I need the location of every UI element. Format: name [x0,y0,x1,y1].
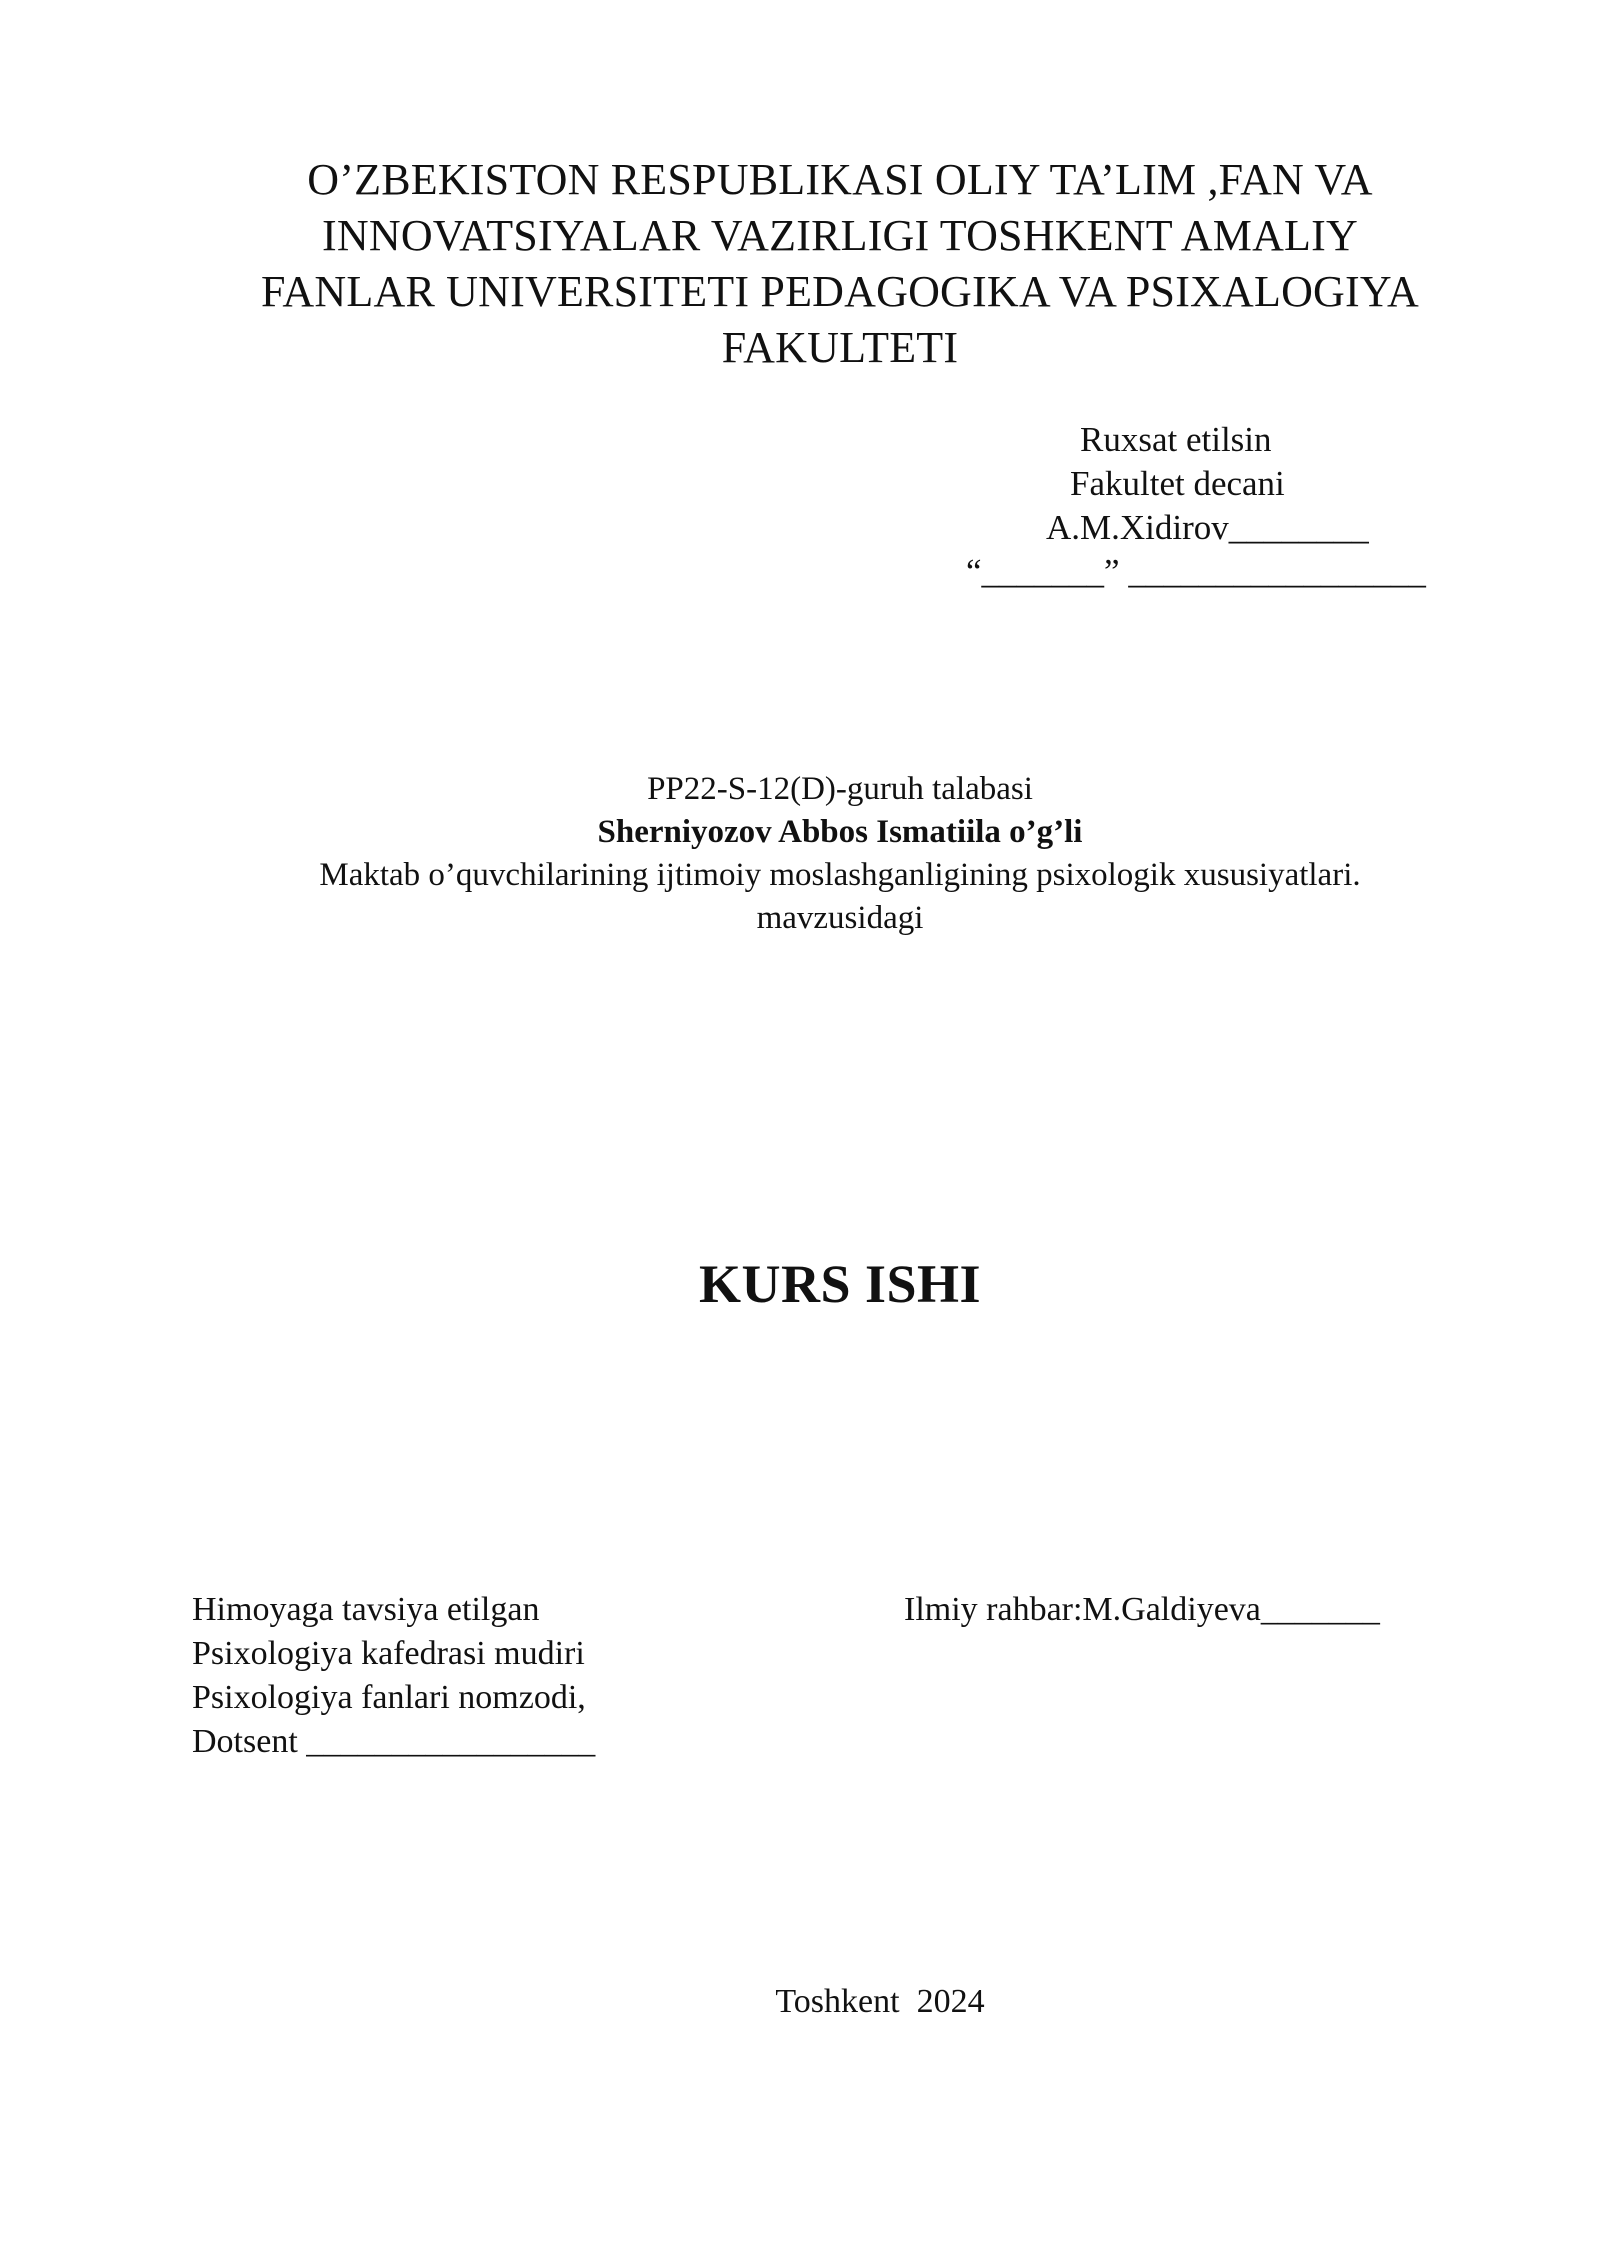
dean-title: Fakultet decani [1070,464,1285,503]
city-year-footer: Toshkent 2024 [775,1983,985,2020]
ministry-header [160,152,1520,376]
recommendation-line-3: Psixologiya fanlari nomzodi, [192,1679,586,1716]
recommendation-line-4: Dotsent _________________ [192,1723,596,1760]
approval-date-line: “_______” _________________ [966,552,1426,591]
ministry-line-4: FAKULTETI [721,323,959,372]
ministry-line-3: FANLAR UNIVERSITETI PEDAGOGIKA VA PSIXALOGIYA [261,267,1419,316]
student-block [160,768,1520,940]
student-group: PP22-S-12(D)-guruh talabasi [647,771,1033,807]
ministry-line-2: INNOVATSIYALAR VAZIRLIGI TOSHKENT AMALIY [322,211,1358,260]
recommendation-block [192,1588,595,1764]
ministry-line-1: O’ZBEKISTON RESPUBLIKASI OLIY TA’LIM ,FAN VA [307,155,1373,204]
student-name: Sherniyozov Abbos Ismatiila o’g’li [597,814,1083,850]
document-type-title: KURS ISHI [698,1254,982,1314]
supervisor-line: Ilmiy rahbar:M.Galdiyeva_______ [904,1591,1380,1628]
recommendation-line-2: Psixologiya kafedrasi mudiri [192,1635,585,1672]
approval-block [940,418,1500,594]
recommendation-line-1: Himoyaga tavsiya etilgan [192,1591,540,1628]
thesis-topic: Maktab o’quvchilarining ijtimoiy moslashganligining psixologik xususiyatlari. [319,857,1361,893]
dean-name-signature: A.M.Xidirov________ [1046,508,1369,547]
topic-suffix: mavzusidagi [756,900,924,936]
approval-label: Ruxsat etilsin [1080,420,1272,459]
